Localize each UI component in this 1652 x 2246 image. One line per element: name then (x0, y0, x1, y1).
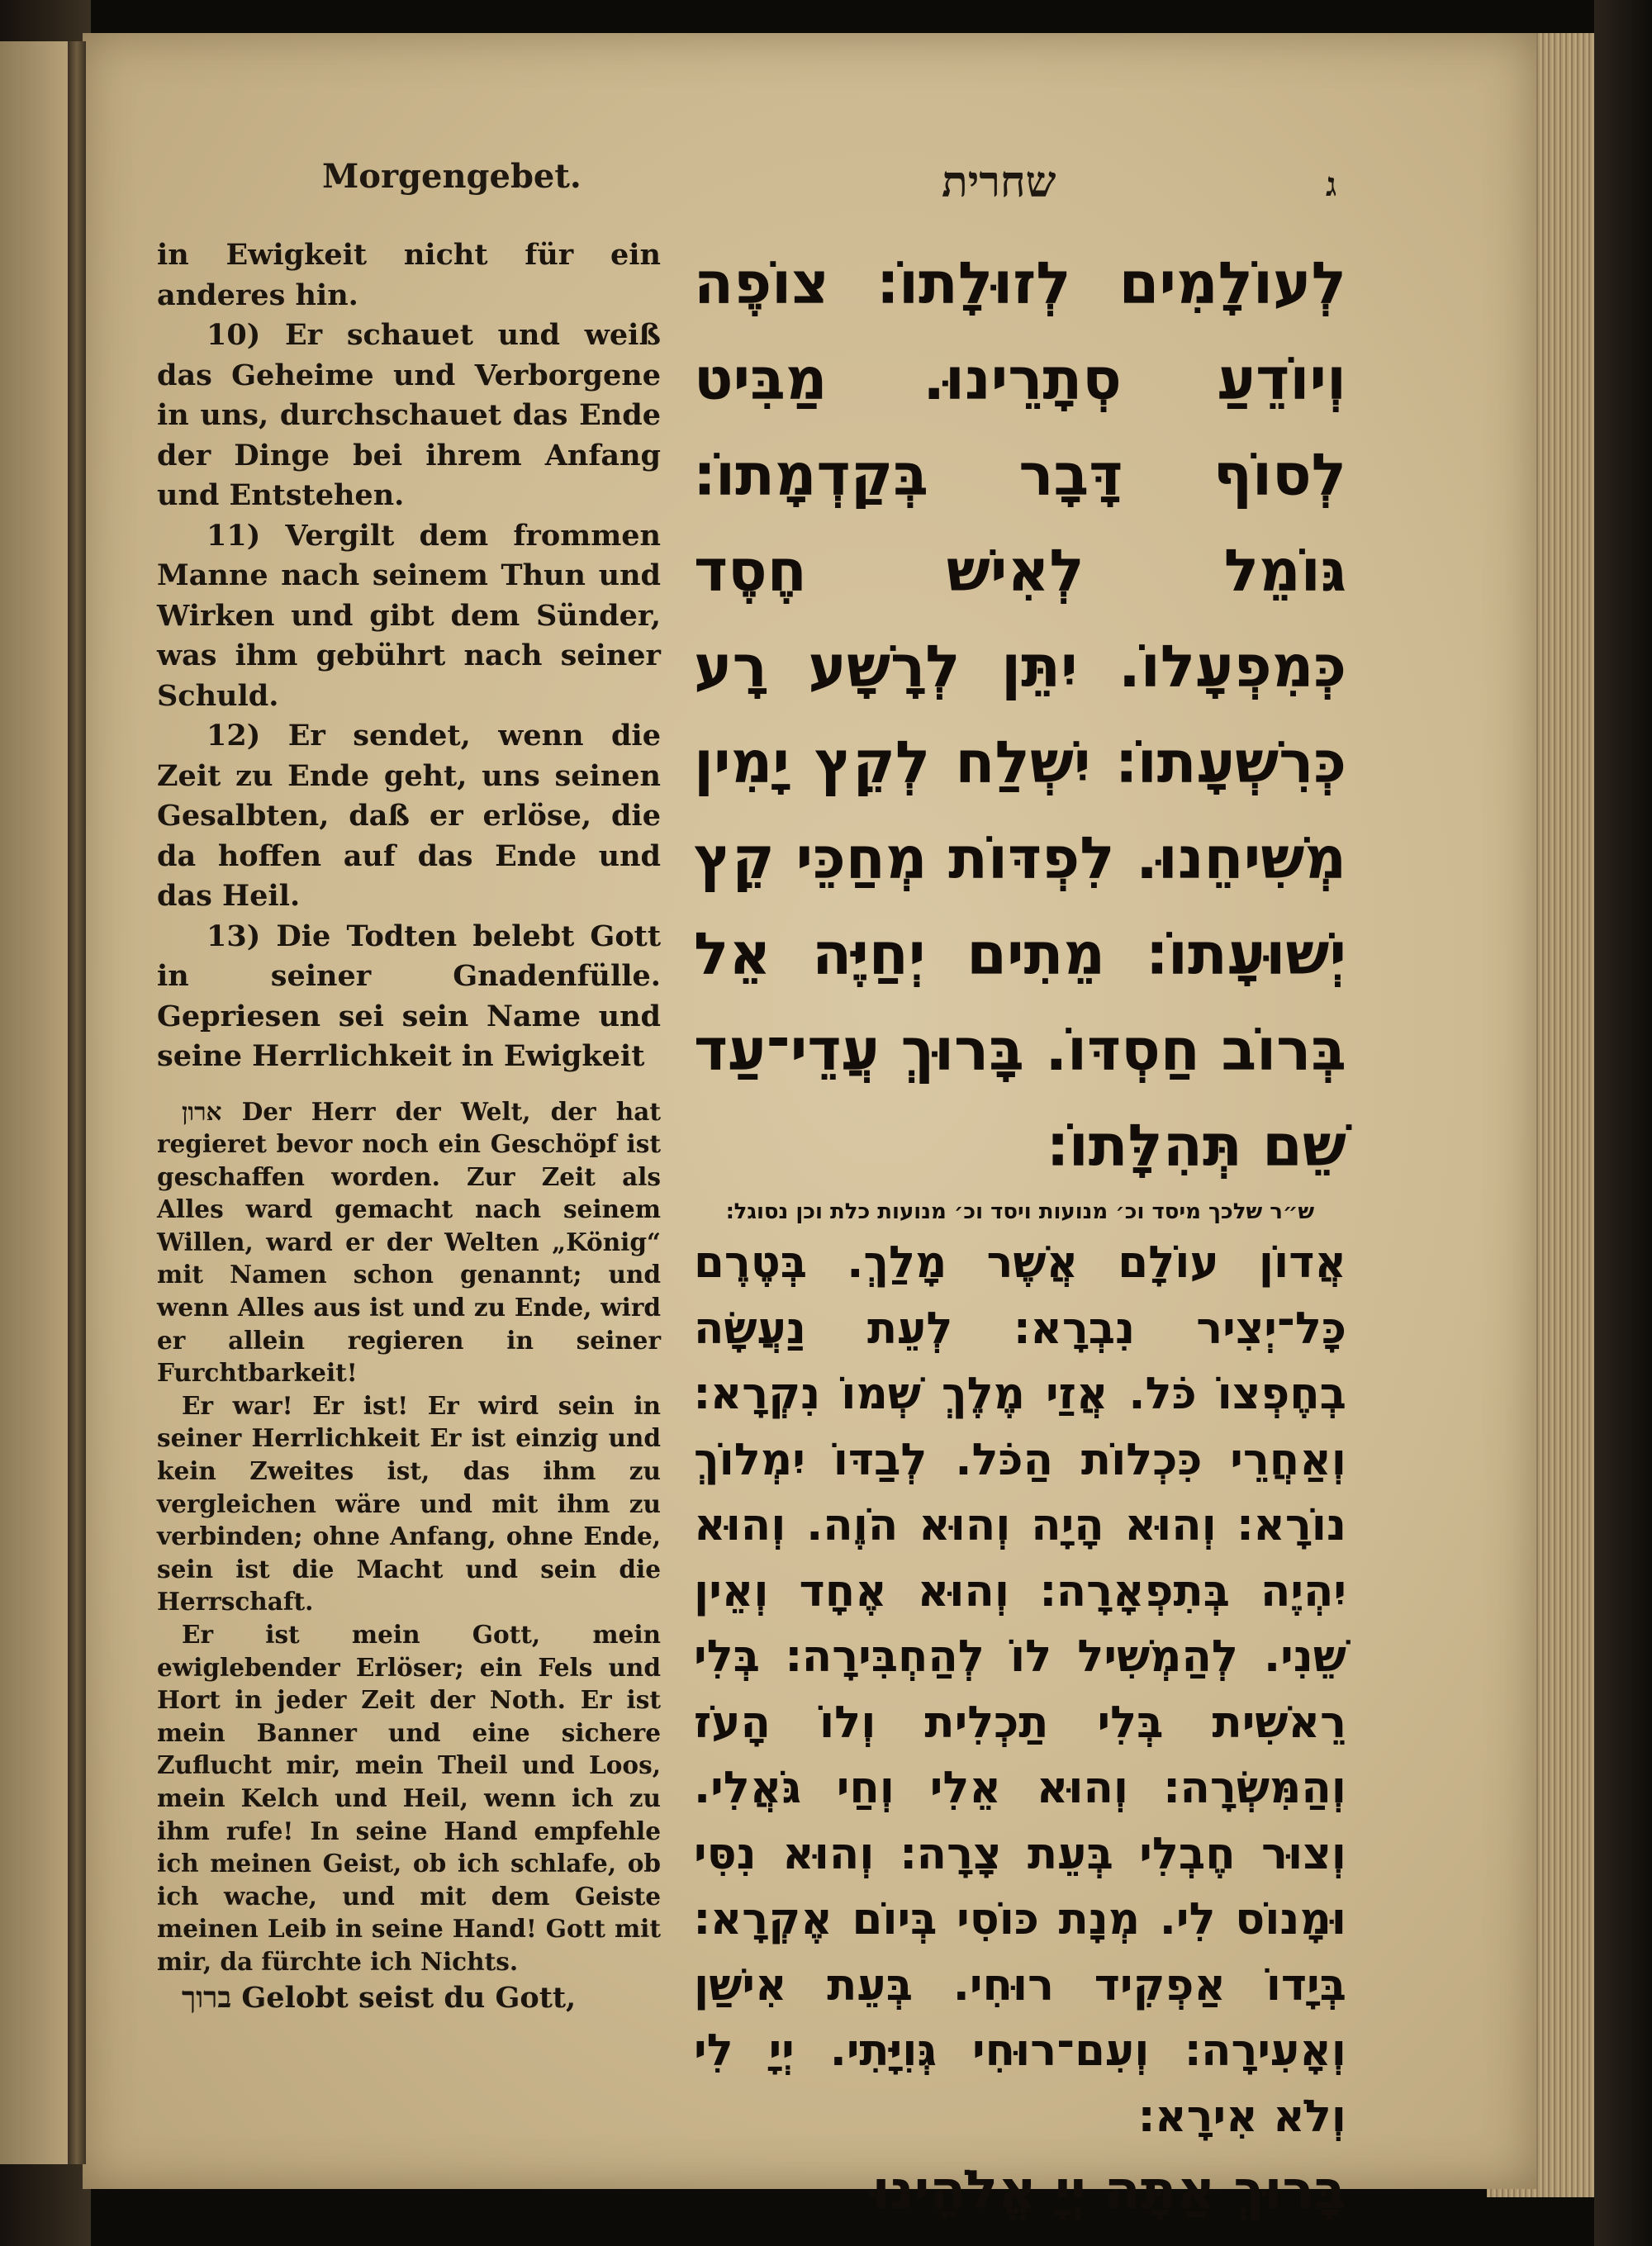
hebrew-paragraph: לְעוֹלָמִים לְזוּלָתוֹ׃ צוֹפֶה וְיוֹדֵעַ סְתָרֵינוּ. מַבִּיט לְסוֹף דָּבָר בְּקַדְמָתוֹ׃ גּוֹמֵל לְאִישׁ חֶסֶד כְּמִפְעָלוֹ. יִתֵּן לְרָשָׁע רָע כְּרִשְׁעָתוֹ׃ יִשְׁלַח לְקֵץ יָמִין מְשִׁיחֵנוּ. לִפְדּוֹת מְחַכֵּי קֵץ יְשׁוּעָתוֹ׃ מֵתִים יְחַיֶּה אֵל בְּרוֹב חַסְדּוֹ. בָּרוּךְ עֲדֵי־עַד שֵׁם תְּהִלָּתוֹ׃ (694, 249, 1346, 1180)
german-paragraph: ארון Der Herr der Welt, der hat regieret bevor noch ein Geschöpf ist geschaffen worden. Zur Zeit als Alles ward gemacht nach seinem Willen, ward er der Welten „König“ mit Namen schon genannt; und wenn Alles aus ist und zu Ende, wird er allein regieren in seiner Furchtbarkeit! (157, 1096, 661, 1388)
german-paragraph: 12) Er sendet, wenn die Zeit zu Ende geht, uns seinen Gesalbten, daß er erlöse, die da hoffen auf das Ende und das Heil. (157, 719, 661, 913)
german-paragraph: 11) Vergilt dem frommen Manne nach seinem Thun und Wirken und gibt dem Sünder, was ihm gebührt nach seiner Schuld. (157, 518, 661, 713)
hebrew-running-head: שחרית (942, 157, 1056, 207)
german-column (157, 235, 661, 2018)
page-number: ג (1326, 165, 1337, 204)
german-paragraph: Er ist mein Gott, mein ewiglebender Erlöser; ein Fels und Hort in jeder Zeit der Noth. Er ist mein Banner und eine sichere Zuflucht mir, mein Theil und Loos, mein Kelch und Heil, wenn ich zu ihm rufe! In seine Hand empfehle ich meinen Geist, ob ich schlafe, ob ich wache, und mit dem Geiste meinen Leib in seine Hand! Gott mit mir, da fürchte ich Nichts. (157, 1620, 661, 1976)
hebrew-rubric: ש״ר שלכך מיסד וכ׳ מנועות ויסד וכ׳ מנועות כלת וכן נסוגל׃ (725, 1199, 1315, 1224)
german-paragraph: Er war! Er ist! Er wird sein in seiner Herrlichkeit Er ist einzig und kein Zweites ist, das ihm zu vergleichen wäre und mit ihm zu verbinden; ohne Anfang, ohne Ende, sein ist die Macht und sein die Herrschaft. (157, 1390, 661, 1617)
german-paragraph: 13) Die Todten belebt Gott in seiner Gnadenfülle. Gepriesen sei sein Name und seine Herrlichkeit in Ewigkeit (157, 919, 661, 1073)
book-gutter (68, 41, 86, 2164)
german-paragraph: 10) Er schauet und weiß das Geheime und Verborgene in uns, durchschauet das Ende der Dinge bei ihrem Anfang und Entstehen. (157, 318, 661, 512)
previous-page-edge (0, 41, 73, 2164)
book-cover-right (1594, 0, 1652, 2246)
hebrew-paragraph: אֲדוֹן עוֹלָם אֲשֶׁר מָלַךְ. בְּטֶרֶם כָּל־יְצִיר נִבְרָא׃ לְעֵת נַעֲשָׂה בְחֶפְצוֹ כֹּל. אֲזַי מֶלֶךְ שְׁמוֹ נִקְרָא׃ וְאַחֲרֵי כִּכְלוֹת הַכֹּל. לְבַדּוֹ יִמְלוֹךְ נוֹרָא׃ וְהוּא הָיָה וְהוּא הֹוֶה. וְהוּא יִהְיֶה בְּתִפְאָרָה׃ וְהוּא אֶחָד וְאֵין שֵׁנִי. לְהַמְשִׁיל לוֹ לְהַחְבִּירָה׃ בְּלִי רֵאשִׁית בְּלִי תַכְלִית וְלוֹ הָעֹז וְהַמִּשְׂרָה׃ וְהוּא אֵלִי וְחַי גֹּאֲלִי. וְצוּר חֶבְלִי בְּעֵת צָרָה׃ וְהוּא נִסִּי וּמָנוֹס לִי. מְנָת כּוֹסִי בְּיוֹם אֶקְרָא׃ בְּיָדוֹ אַפְקִיד רוּחִי. בְּעֵת אִישַׁן וְאָעִירָה׃ וְעִם־רוּחִי גְּוִיָּתִי. יְיָ לִי וְלֹא אִירָא׃ (694, 1237, 1346, 2142)
german-paragraph: ברוך Gelobt seist du Gott, (182, 1980, 577, 2015)
german-running-head: Morgengebet. (322, 157, 582, 196)
hebrew-paragraph: בָּרוּךְ אַתָּה יְיָ אֱלֹהֵינוּ (871, 2160, 1346, 2221)
hebrew-column (694, 235, 1346, 2232)
german-paragraph: in Ewigkeit nicht für ein anderes hin. (157, 238, 661, 312)
